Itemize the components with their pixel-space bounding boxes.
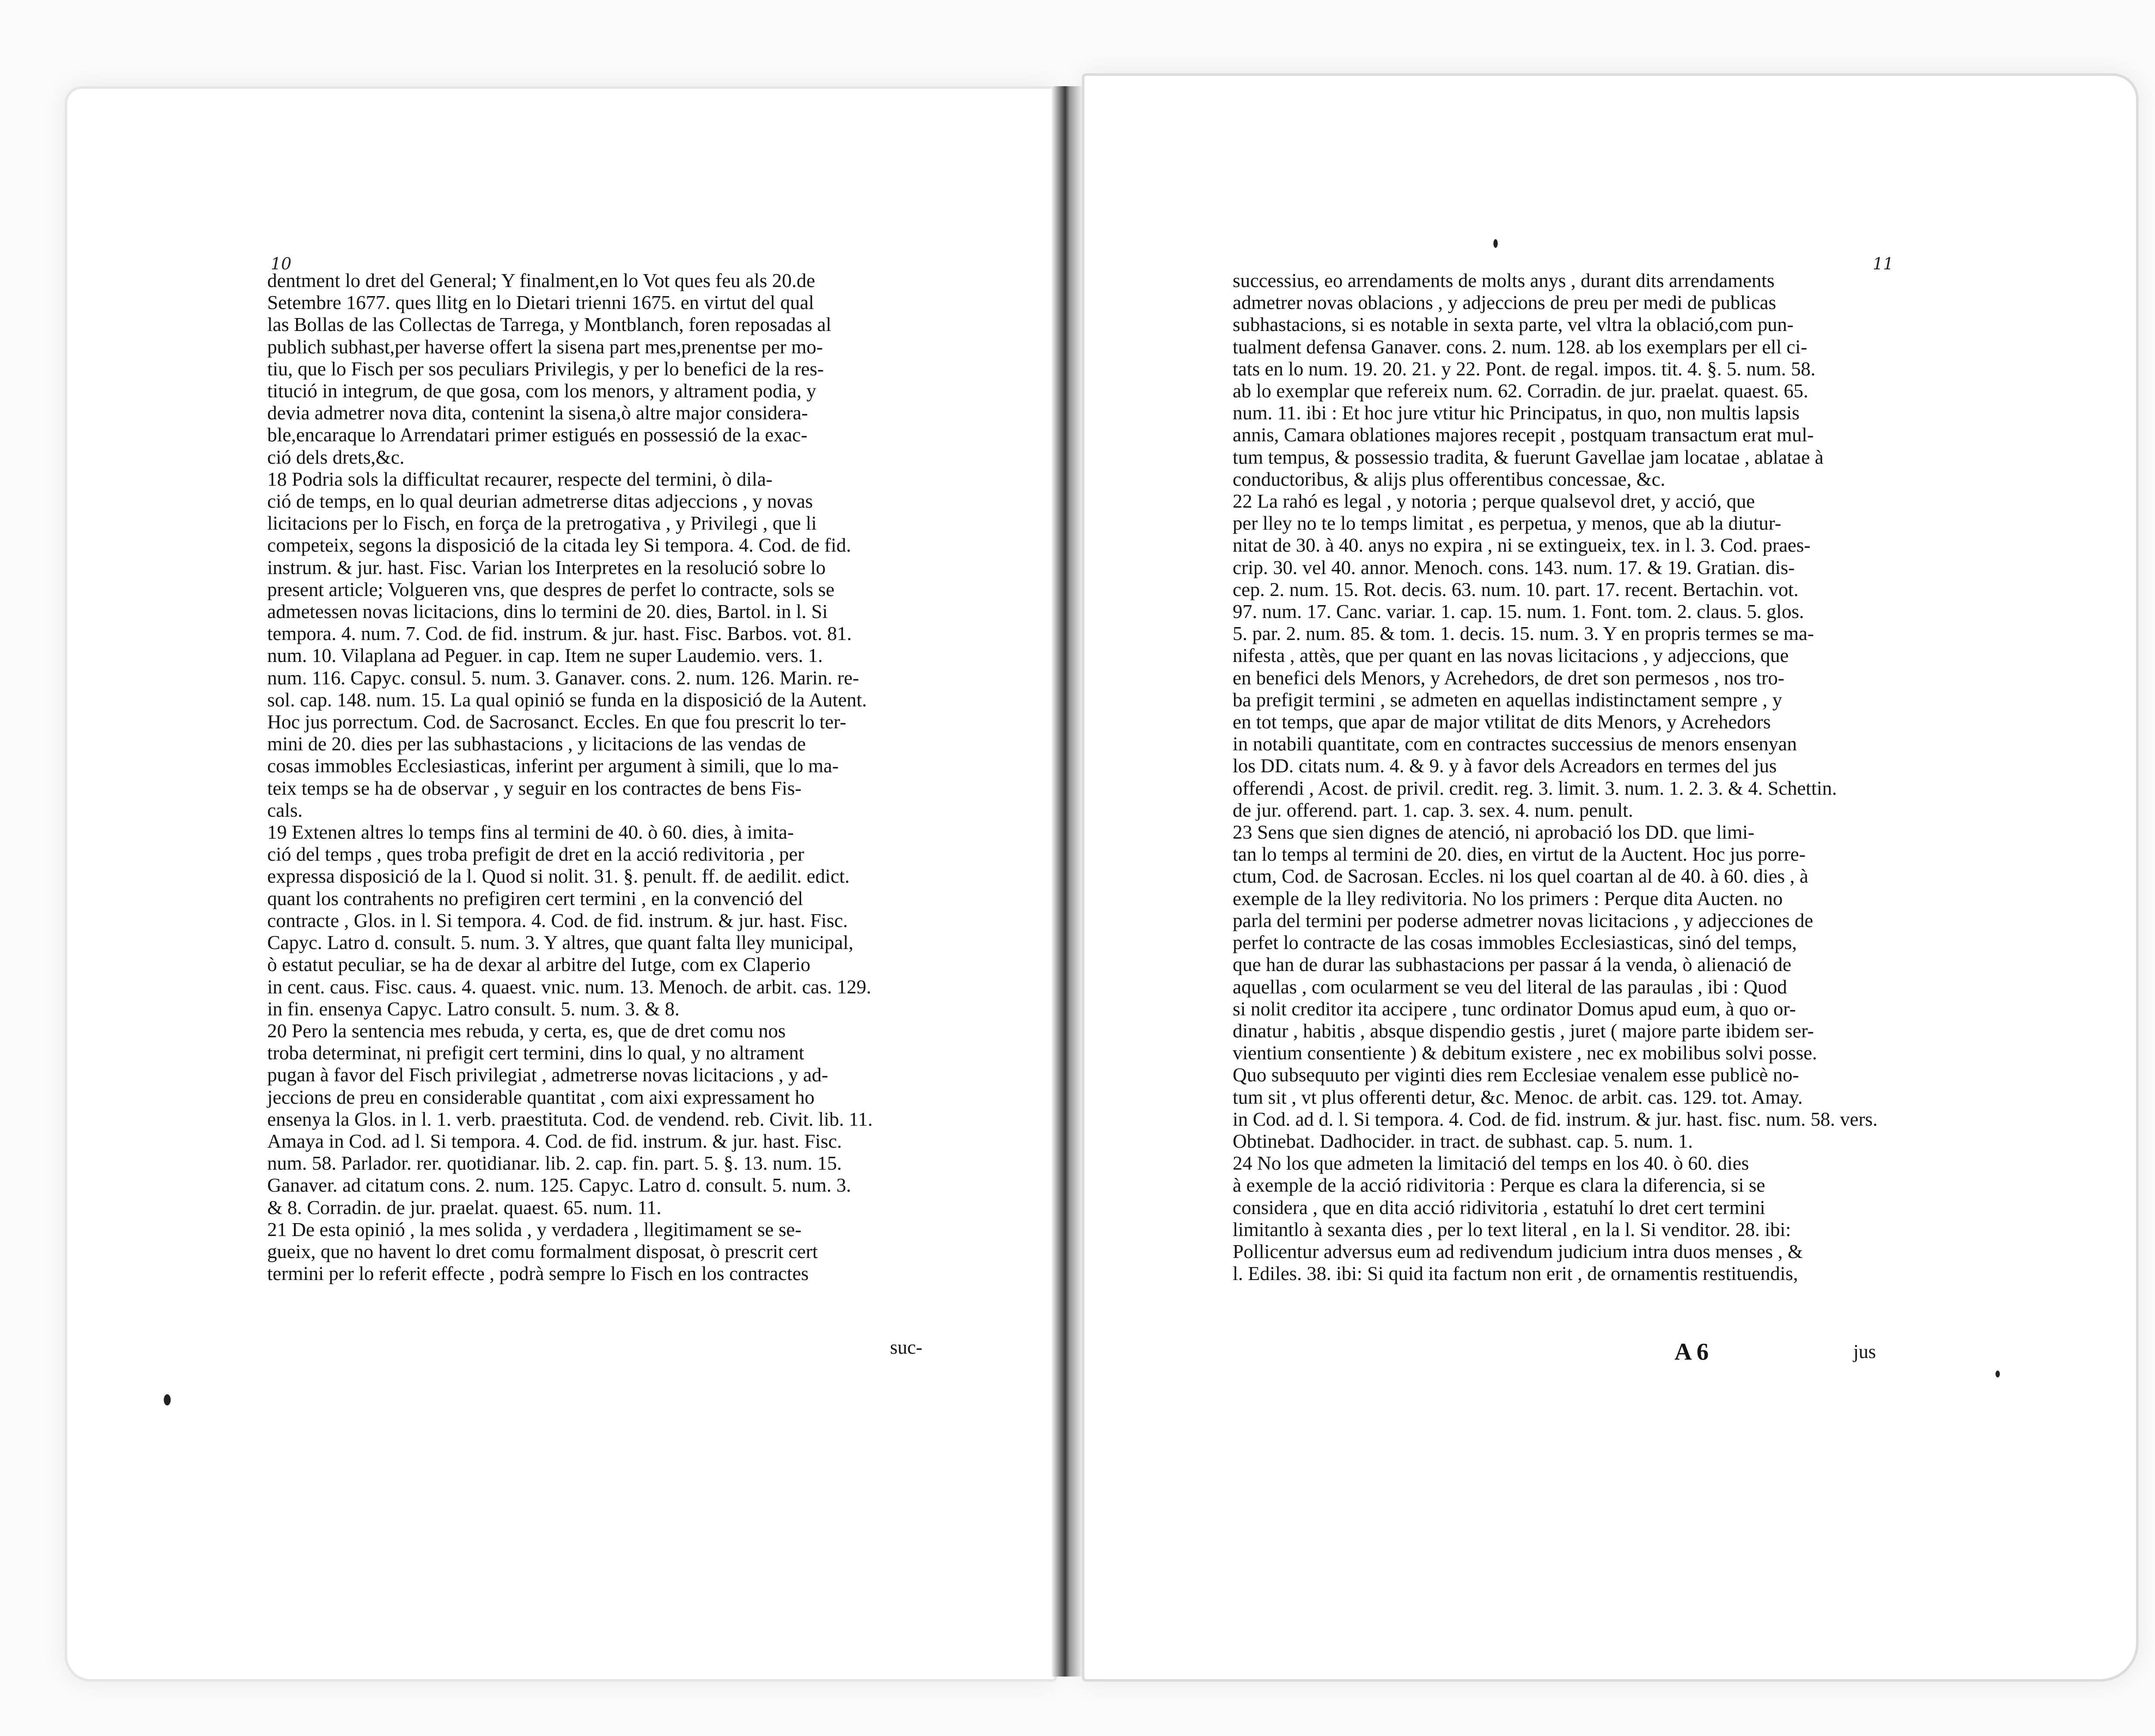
ink-speck (164, 1394, 171, 1405)
text-line: num. 58. Parlador. rer. quotidianar. lib. 2. cap. fin. part. 5. §. 13. num. 15. (267, 1152, 842, 1174)
text-line: tum tempus, & possessio tradita, & fuerunt Gavellae jam locatae , ablatae à (1233, 446, 1824, 468)
text-line: dinatur , habitis , absque dispendio gestis , juret ( majore parte ibidem ser- (1233, 1019, 1814, 1042)
text-line: in notabili quantitate, com en contractes successius de menors ensenyan (1233, 733, 1797, 755)
text-line: crip. 30. vel 40. annor. Menoch. cons. 143. num. 17. & 19. Gratian. dis- (1233, 556, 1795, 578)
text-line: annis, Camara oblationes majores recepit , postquam transactum erat mul- (1233, 424, 1814, 446)
left-catchword: suc- (890, 1336, 922, 1358)
text-line: 97. num. 17. Canc. variar. 1. cap. 15. num. 1. Font. tom. 2. claus. 5. glos. (1233, 600, 1804, 623)
text-line: 18 Podria sols la difficultat recaurer, respecte del termini, ò dila- (267, 468, 773, 490)
text-line: dentment lo dret del General; Y finalment,en lo Vot ques feu als 20.de (267, 269, 815, 291)
text-line: 22 La rahó es legal , y notoria ; perque qualsevol dret, y acció, que (1233, 490, 1755, 512)
text-line: ció del temps , ques troba prefigit de dret en la acció redivitoria , per (267, 843, 804, 865)
text-line: Pollicentur adversus eum ad redivendum judicium intra duos menses , & (1233, 1240, 1803, 1262)
text-line: ò estatut peculiar, se ha de dexar al arbitre del Iutge, com ex Claperio (267, 953, 811, 976)
right-catchword: jus (1853, 1341, 1876, 1362)
text-line: 23 Sens que sien dignes de atenció, ni aprobació los DD. que limi- (1233, 821, 1755, 843)
text-line: nifesta , attès, que per quant en las novas licitacions , y adjeccions, que (1233, 644, 1789, 667)
text-line: tempora. 4. num. 7. Cod. de fid. instrum. & jur. hast. Fisc. Barbos. vot. 81. (267, 622, 852, 645)
text-line: ció de temps, en lo qual deurian admetrerse ditas adjeccions , y novas (267, 490, 813, 512)
ink-speck (1996, 1371, 2000, 1377)
text-line: teix temps se ha de observar , y seguir en los contractes de bens Fis- (267, 777, 802, 799)
text-line: jeccions de preu en considerable quantitat , com aixi expressament ho (267, 1086, 815, 1108)
text-line: los DD. citats num. 4. & 9. y à favor dels Acreadors en termes del jus (1233, 755, 1777, 777)
text-line: contracte , Glos. in l. Si tempora. 4. Cod. de fid. instrum. & jur. hast. Fisc. (267, 909, 848, 931)
text-line: parla del termini per poderse admetrer novas licitacions , y adjecciones de (1233, 909, 1813, 931)
text-line: Ganaver. ad citatum cons. 2. num. 125. Capyc. Latro d. consult. 5. num. 3. (267, 1174, 851, 1196)
text-line: ble,encaraque lo Arrendatari primer estigués en possessió de la exac- (267, 424, 808, 446)
text-line: Setembre 1677. ques llitg en lo Dietari trienni 1675. en virtut del qual (267, 291, 814, 314)
text-line: Hoc jus porrectum. Cod. de Sacrosanct. Eccles. En que fou prescrit lo ter- (267, 711, 846, 733)
text-line: num. 116. Capyc. consul. 5. num. 3. Ganaver. cons. 2. num. 126. Marin. re- (267, 666, 859, 689)
text-line: num. 10. Vilaplana ad Peguer. in cap. Item ne super Laudemio. vers. 1. (267, 644, 823, 667)
text-line: competeix, segons la disposició de la citada ley Si tempora. 4. Cod. de fid. (267, 534, 851, 556)
text-line: admetrer novas oblacions , y adjeccions de preu per medi de publicas (1233, 291, 1776, 314)
text-line: conductoribus, & alijs plus offerentibus concessae, &c. (1233, 468, 1665, 490)
text-line: tiu, que lo Fisch per sos peculiars Privilegis, y per lo benefici de la res- (267, 357, 824, 380)
text-line: tan lo temps al termini de 20. dies, en virtut de la Auctent. Hoc jus porre- (1233, 843, 1806, 865)
text-line: ció dels drets,&c. (267, 446, 405, 468)
text-line: subhastacions, si es notable in sexta parte, vel vltra la oblació,com pun- (1233, 313, 1794, 336)
text-line: nitat de 30. à 40. anys no expira , ni se extingueix, tex. in l. 3. Cod. praes- (1233, 534, 1811, 556)
text-line: tum sit , vt plus offerenti detur, &c. Menoc. de arbit. cas. 129. tot. Amay. (1233, 1086, 1803, 1108)
text-line: in fin. ensenya Capyc. Latro consult. 5. num. 3. & 8. (267, 997, 680, 1020)
text-line: sol. cap. 148. num. 15. La qual opinió se funda en la disposició de la Autent. (267, 688, 867, 711)
text-line: termini per lo referit effecte , podrà sempre lo Fisch en los contractes (267, 1262, 809, 1285)
text-line: de jur. offerend. part. 1. cap. 3. sex. 4. num. penult. (1233, 799, 1633, 821)
text-line: cosas immobles Ecclesiasticas, inferint per argument à simili, que lo ma- (267, 755, 839, 777)
text-line: instrum. & jur. hast. Fisc. Varian los Interpretes en la resolució sobre lo (267, 556, 826, 578)
text-line: Capyc. Latro d. consult. 5. num. 3. Y altres, que quant falta lley municipal, (267, 931, 854, 954)
text-line: & 8. Corradin. de jur. praelat. quaest. 65. num. 11. (267, 1196, 662, 1218)
text-line: à exemple de la acció ridivitoria : Perque es clara la diferencia, si se (1233, 1174, 1765, 1196)
text-line: las Bollas de las Collectas de Tarrega, y Montblanch, foren reposadas al (267, 313, 831, 336)
text-line: 5. par. 2. num. 85. & tom. 1. decis. 15. num. 3. Y en propris termes se ma- (1233, 622, 1814, 645)
text-line: mini de 20. dies per las subhastacions , y licitacions de las vendas de (267, 733, 806, 755)
text-line: perfet lo contracte de las cosas immobles Ecclesiasticas, sinó del temps, (1233, 931, 1797, 954)
text-line: 24 No los que admeten la limitació del temps en los 40. ò 60. dies (1233, 1152, 1749, 1174)
text-line: cals. (267, 799, 303, 821)
text-line: considera , que en dita acció ridivitoria , estatuhí lo dret cert termini (1233, 1196, 1765, 1218)
right-page-text (1233, 269, 1901, 1284)
text-line: expressa disposició de la l. Quod si nolit. 31. §. penult. ff. de aedilit. edict. (267, 865, 850, 887)
text-line: tats en lo num. 19. 20. 21. y 22. Pont. de regal. impos. tit. 4. §. 5. num. 58. (1233, 357, 1816, 380)
signature-mark: A 6 (1674, 1339, 1709, 1365)
text-line: devia admetrer nova dita, contenint la sisena,ò altre major considera- (267, 402, 808, 424)
text-line: num. 11. ibi : Et hoc jure vtitur hic Principatus, in quo, non multis lapsis (1233, 402, 1800, 424)
text-line: quant los contrahents no prefigiren cert termini , en la convenció del (267, 887, 803, 909)
text-line: per lley no te lo temps limitat , es perpetua, y menos, que ab la diutur- (1233, 512, 1781, 534)
text-line: en tot temps, que apar de major vtilitat de dits Menors, y Acrehedors (1233, 711, 1771, 733)
text-line: tualment defensa Ganaver. cons. 2. num. 128. ab los exemplars per ell ci- (1233, 335, 1807, 358)
book-gutter (1052, 86, 1082, 1677)
text-line: titució in integrum, de que gosa, com los menors, y altrament podia, y (267, 380, 816, 402)
text-line: in Cod. ad d. l. Si tempora. 4. Cod. de fid. instrum. & jur. hast. fisc. num. 58. vers. (1233, 1108, 1878, 1130)
text-line: offerendi , Acost. de privil. credit. reg. 3. limit. 3. num. 1. 2. 3. & 4. Schettin. (1233, 777, 1837, 799)
text-line: ba prefigit termini , se admeten en aquellas indistinctament sempre , y (1233, 688, 1782, 711)
text-line: Amaya in Cod. ad l. Si tempora. 4. Cod. de fid. instrum. & jur. hast. Fisc. (267, 1130, 842, 1152)
text-line: 19 Extenen altres lo temps fins al termini de 40. ò 60. dies, à imita- (267, 821, 794, 843)
text-line: pugan à favor del Fisch privilegiat , admetrerse novas licitacions , y ad- (267, 1064, 828, 1086)
text-line: troba determinat, ni prefigit cert termini, dins lo qual, y no altrament (267, 1042, 804, 1064)
text-line: l. Ediles. 38. ibi: Si quid ita factum non erit , de ornamentis restituendis, (1233, 1262, 1798, 1285)
text-line: limitantlo à sexanta dies , per lo text literal , en la l. Si venditor. 28. ibi: (1233, 1218, 1791, 1240)
right-page-number: 11 (1873, 254, 1894, 273)
ink-speck (1493, 239, 1498, 248)
text-line: que han de durar las subhastacions per passar á la venda, ò alienació de (1233, 953, 1792, 976)
text-line: successius, eo arrendaments de molts anys , durant dits arrendaments (1233, 269, 1775, 291)
text-line: Obtinebat. Dadhocider. in tract. de subhast. cap. 5. num. 1. (1233, 1130, 1693, 1152)
text-line: in cent. caus. Fisc. caus. 4. quaest. vnic. num. 13. Menoch. de arbit. cas. 129. (267, 975, 871, 998)
text-line: cep. 2. num. 15. Rot. decis. 63. num. 10. part. 17. recent. Bertachin. vot. (1233, 578, 1799, 600)
left-page-number: 10 (271, 254, 292, 273)
text-line: Quo subsequuto per viginti dies rem Ecclesiae venalem esse publicè no- (1233, 1064, 1799, 1086)
text-line: vientium consentiente ) & debitum existere , nec ex mobilibus solvi posse. (1233, 1042, 1817, 1064)
text-line: publich subhast,per haverse offert la sisena part mes,prenentse per mo- (267, 335, 823, 358)
text-line: admetessen novas licitacions, dins lo termini de 20. dies, Bartol. in l. Si (267, 600, 828, 623)
text-line: 21 De esta opinió , la mes solida , y verdadera , llegitimament se se- (267, 1218, 802, 1240)
text-line: exemple de la lley redivitoria. No los primers : Perque dita Aucten. no (1233, 887, 1783, 909)
text-line: si nolit creditor ita accipere , tunc ordinator Domus apud eum, à quo or- (1233, 997, 1796, 1020)
text-line: ctum, Cod. de Sacrosan. Eccles. ni los quel coartan al de 40. à 60. dies , à (1233, 865, 1808, 887)
text-line: present article; Volgueren vns, que despres de perfet lo contracte, sols se (267, 578, 835, 600)
left-page-text (267, 269, 922, 1284)
text-line: gueix, que no havent lo dret comu formalment disposat, ò prescrit cert (267, 1240, 818, 1262)
text-line: ab lo exemplar que refereix num. 62. Corradin. de jur. praelat. quaest. 65. (1233, 380, 1808, 402)
text-line: licitacions per lo Fisch, en força de la pretrogativa , y Privilegi , que li (267, 512, 817, 534)
text-line: en benefici dels Menors, y Acrehedors, de dret son permesos , nos tro- (1233, 666, 1784, 689)
text-line: ensenya la Glos. in l. 1. verb. praestituta. Cod. de vendend. reb. Civit. lib. 11. (267, 1108, 873, 1130)
text-line: aquellas , com ocularment se veu del literal de las paraulas , ibi : Quod (1233, 975, 1787, 998)
text-line: 20 Pero la sentencia mes rebuda, y certa, es, que de dret comu nos (267, 1019, 786, 1042)
